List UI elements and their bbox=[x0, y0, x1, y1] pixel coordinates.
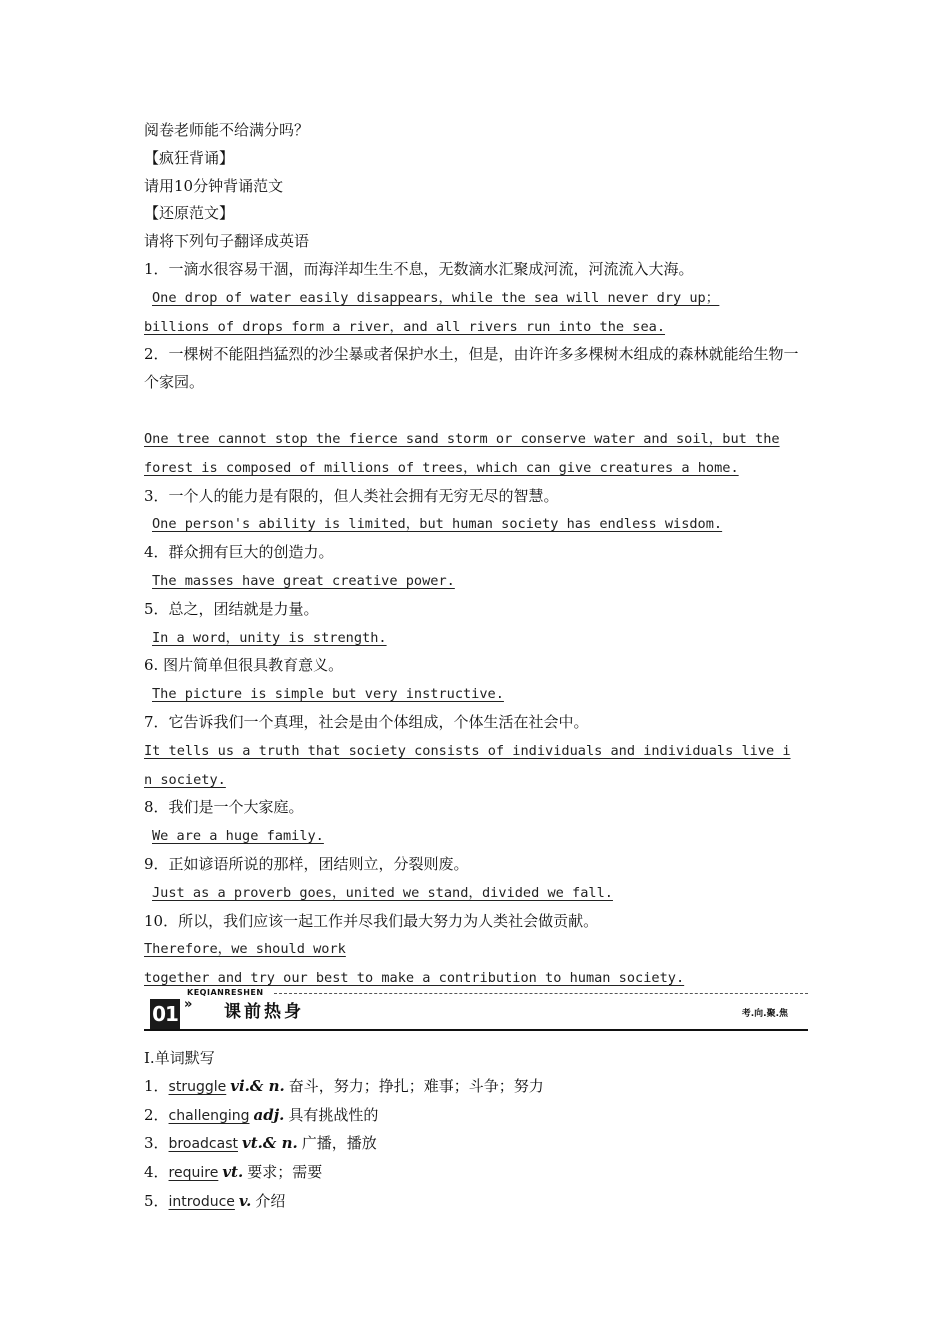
banner-tag: 考.向.聚.焦 bbox=[741, 1008, 788, 1019]
vocab-pos: v. bbox=[238, 1191, 252, 1210]
vocab-number: 2． bbox=[144, 1105, 169, 1124]
vocab-word: require bbox=[168, 1165, 219, 1182]
vocab-word: struggle bbox=[168, 1078, 227, 1095]
item-english-line: It tells us a truth that society consists of individuals and individuals live i bbox=[144, 742, 791, 759]
item-chinese: 5．总之，团结就是力量。 bbox=[144, 599, 319, 618]
item-english-line: Therefore，we should work bbox=[144, 941, 346, 958]
vocab-meaning: 要求；需要 bbox=[247, 1163, 323, 1182]
banner-title: 课前热身 bbox=[224, 1001, 304, 1022]
item-english-line: One tree cannot stop the fierce sand storm or conserve water and soil，but the bbox=[144, 430, 780, 447]
banner-pinyin: KEQIANRESHEN bbox=[187, 987, 264, 997]
vocab-row bbox=[144, 1188, 808, 1217]
vocab-word: introduce bbox=[168, 1193, 235, 1210]
item-chinese: 10．所以，我们应该一起工作并尽我们最大努力为人类社会做贡献。 bbox=[144, 911, 599, 930]
item-english-line: We are a huge family. bbox=[152, 828, 324, 845]
section-heading-recite: 【疯狂背诵】 bbox=[144, 148, 235, 167]
vocab-heading: Ⅰ.单词默写 bbox=[144, 1048, 215, 1067]
vocab-number: 5． bbox=[144, 1191, 169, 1210]
item-english-line: together and try our best to make a contribution to human society. bbox=[144, 970, 685, 987]
vocab-pos: vt.& n. bbox=[241, 1134, 298, 1153]
banner-rule bbox=[144, 1029, 808, 1031]
vocab-number: 3． bbox=[144, 1134, 169, 1153]
item-chinese: 3．一个人的能力是有限的，但人类社会拥有无穷无尽的智慧。 bbox=[144, 486, 559, 505]
vocab-number: 4． bbox=[144, 1163, 169, 1182]
section-heading-restore: 【还原范文】 bbox=[144, 204, 235, 223]
item-english-line: Just as a proverb goes，united we stand，divided we fall. bbox=[152, 884, 613, 901]
intro-question: 阅卷老师能不给满分吗？ bbox=[144, 121, 310, 139]
vocab-row bbox=[144, 1159, 808, 1188]
item-english-line: One person's ability is limited，but human society has endless wisdom. bbox=[152, 516, 723, 533]
item-english-line: In a word，unity is strength. bbox=[152, 629, 387, 646]
banner-dashed-divider bbox=[274, 993, 808, 994]
instruction-translate: 请将下列句子翻译成英语 bbox=[144, 232, 310, 251]
vocab-word: challenging bbox=[168, 1107, 250, 1124]
vocab-word: broadcast bbox=[168, 1136, 238, 1153]
vocab-meaning: 广播，播放 bbox=[301, 1134, 377, 1153]
vocab-pos: adj. bbox=[253, 1105, 285, 1124]
chevron-right-icon: » bbox=[184, 996, 193, 1012]
vocab-row bbox=[144, 1073, 808, 1102]
item-chinese: 8．我们是一个大家庭。 bbox=[144, 798, 304, 817]
item-english-line: n society. bbox=[144, 771, 226, 788]
vocab-meaning: 具有挑战性的 bbox=[288, 1105, 379, 1124]
vocab-number: 1． bbox=[144, 1076, 169, 1095]
item-english-line: The masses have great creative power. bbox=[152, 572, 455, 589]
item-english-line: forest is composed of millions of trees，which can give creatures a home. bbox=[144, 459, 739, 476]
item-english-line: The picture is simple but very instructive. bbox=[152, 686, 504, 703]
item-chinese: 4．群众拥有巨大的创造力。 bbox=[144, 543, 334, 562]
instruction-recite: 请用10分钟背诵范文 bbox=[144, 176, 284, 195]
vocab-meaning: 奋斗，努力；挣扎；难事；斗争；努力 bbox=[288, 1076, 544, 1095]
item-chinese: 2．一棵树不能阻挡猛烈的沙尘暴或者保护水土，但是，由许许多多棵树木组成的森林就能给生物一个家园。 bbox=[144, 345, 799, 392]
vocab-pos: vi.& n. bbox=[230, 1076, 285, 1095]
item-chinese: 1．一滴水很容易干涸，而海洋却生生不息，无数滴水汇聚成河流，河流流入大海。 bbox=[144, 259, 694, 278]
vocab-meaning: 介绍 bbox=[255, 1191, 286, 1210]
item-chinese: 7．它告诉我们一个真理，社会是由个体组成，个体生活在社会中。 bbox=[144, 712, 589, 731]
item-chinese: 9．正如谚语所说的那样，团结则立，分裂则废。 bbox=[144, 854, 469, 873]
vocab-pos: vt. bbox=[222, 1163, 244, 1182]
item-chinese: 6. 图片简单但很具教育意义。 bbox=[144, 656, 344, 675]
vocab-row bbox=[144, 1130, 808, 1159]
banner-number-badge: 01 bbox=[150, 999, 180, 1029]
vocab-row bbox=[144, 1102, 808, 1131]
document-page bbox=[144, 117, 808, 1217]
item-english-line: billions of drops form a river，and all rivers run into the sea. bbox=[144, 318, 666, 335]
section-banner bbox=[144, 987, 808, 1035]
item-english-line: One drop of water easily disappears，while the sea will never dry up； bbox=[152, 289, 720, 306]
